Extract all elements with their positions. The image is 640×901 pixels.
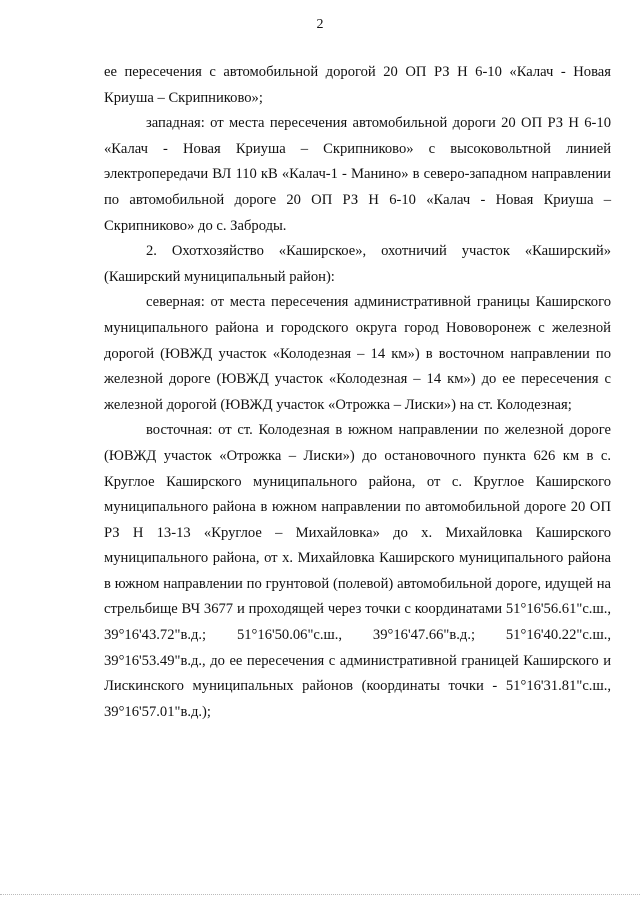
paragraph-continuation: ее пересечения с автомобильной дорогой 20 ОП РЗ Н 6-10 «Калач - Новая Криуша – Скрипниково»; [104, 64, 611, 106]
page-number: 2 [316, 17, 324, 32]
document-body [104, 60, 611, 725]
paragraph-northern-boundary: северная: от места пересечения административной границы Каширского муниципального района и городского округа город Нововоронеж с железной дорогой (ЮВЖД участок «Колодезная – 14 км») в восточном направлении по железной дороге (ЮВЖД участок «Колодезная – 14 км») до ее пересечения с железной дорогой (ЮВЖД участок «Отрожка – Лиски») на ст. Колодезная; [104, 294, 611, 413]
paragraph-hunting-area-heading: 2. Охотхозяйство «Каширское», охотничий участок «Каширский» (Каширский муниципальный район): [104, 243, 611, 285]
paragraph-western-boundary: западная: от места пересечения автомобильной дороги 20 ОП РЗ Н 6-10 «Калач - Новая Криуша – Скрипниково» с высоковольтной линией электропередачи ВЛ 110 кВ «Калач-1 - Манино» в северо-западном направлении по автомобильной дороге 20 ОП РЗ Н 6-10 «Калач - Новая Криуша – Скрипниково» до с. Заброды. [104, 115, 611, 234]
scan-bottom-edge [0, 894, 640, 895]
paragraph-eastern-boundary: восточная: от ст. Колодезная в южном направлении по железной дороге (ЮВЖД участок «Отрожка – Лиски») до остановочного пункта 626 км в с. Круглое Каширского муниципального района, от с. Круглое Каширского муниципального района в южном направлении по автомобильной дороге 20 ОП РЗ Н 13-13 «Круглое – Михайловка» до х. Михайловка Каширского муниципального района, от х. Михайловка Каширского муниципального района в южном направлении по грунтовой (полевой) автомобильной дороге, идущей на стрельбище ВЧ 3677 и проходящей через точки с координатами 51°16'56.61"с.ш., 39°16'43.72"в.д.; 51°16'50.06"с.ш., 39°16'47.66"в.д.; 51°16'40.22"с.ш., 39°16'53.49"в.д., до ее пересечения с административной границей Каширского и Лискинского муниципальных районов (координаты точки - 51°16'31.81"с.ш., 39°16'57.01"в.д.); [104, 422, 611, 720]
